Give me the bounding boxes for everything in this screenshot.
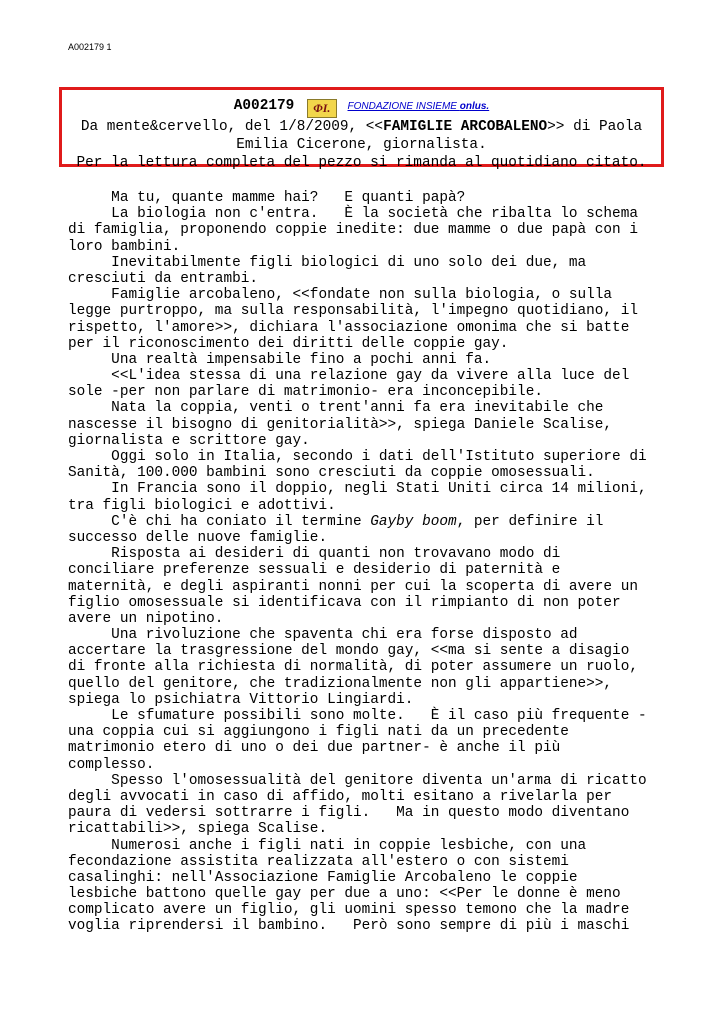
document-header-box (59, 87, 664, 171)
article-line: spiega lo psichiatra Vittorio Lingiardi. (68, 691, 414, 708)
article-line: per il riconoscimento dei diritti delle coppie gay. (68, 335, 509, 352)
article-line: Le sfumature possibili sono molte. È il caso più frequente - (68, 708, 647, 724)
article-line: figlio omosessuale si identificava con il rimpianto di non poter (68, 594, 621, 611)
article-line: successo delle nuove famiglie. (68, 529, 328, 546)
article-line: fecondazione assistita realizzata all'estero o con sistemi (68, 853, 569, 870)
foundation-name: FONDAZIONE INSIEME (347, 101, 460, 112)
article-line: Famiglie arcobaleno, <<fondate non sulla biologia, o sulla (68, 287, 613, 304)
article-line: In Francia sono il doppio, negli Stati Uniti circa 14 milioni, (68, 481, 647, 498)
article-line: quello del genitore, che tradizionalmente non gli appartiene>>, (68, 675, 613, 692)
article-line: complicato avere un figlio, gli uomini spesso temono che la madre (68, 902, 630, 919)
article-title: FAMIGLIE ARCOBALENO (383, 119, 548, 135)
article-line: di famiglia, proponendo coppie inedite: due mamme o due papà con i (68, 222, 638, 239)
foundation-suffix: onlus. (459, 101, 490, 112)
article-line: maternità, e degli aspiranti nonni per cui la scoperta di avere un (68, 578, 638, 595)
article-line: giornalista e scrittore gay. (68, 432, 310, 449)
article-line: Sanità, 100.000 bambini sono cresciuti da coppie omosessuali. (68, 465, 595, 482)
article-line: C'è chi ha coniato il termine Gayby boom, per definire il (68, 513, 604, 530)
header-source-line (62, 118, 661, 136)
article-line: avere un nipotino. (68, 610, 224, 627)
article-line: Nata la coppia, venti o trent'anni fa era inevitabile che (68, 400, 604, 417)
article-line: La biologia non c'entra. È la società che ribalta lo schema (68, 206, 638, 223)
article-line: nascesse il bisogno di genitorialità>>, spiega Daniele Scalise, (68, 416, 613, 433)
article-line: ricattabili>>, spiega Scalise. (68, 821, 328, 838)
article-line: paura di vedersi sottrarre i figli. Ma in questo modo diventano (68, 805, 630, 822)
article-body (68, 190, 668, 935)
article-line: <<L'idea stessa di una relazione gay da vivere alla luce del (68, 368, 630, 385)
article-line: rispetto, l'amore>>, dichiara l'associazione omonima che si batte (68, 319, 630, 336)
article-line: cresciuti da entrambi. (68, 270, 258, 287)
article-line: lesbiche battono quelle gay per due a uno: <<Per le donne è meno (68, 886, 621, 903)
article-line: sole -per non parlare di matrimonio- era inconcepibile. (68, 384, 543, 401)
foundation-logo-icon: ΦI. (307, 99, 337, 118)
article-line: casalinghi: nell'Associazione Famiglie Arcobaleno le coppie (68, 869, 578, 886)
article-line: loro bambini. (68, 238, 181, 255)
article-line: Una rivoluzione che spaventa chi era forse disposto ad (68, 627, 578, 644)
article-line: Ma tu, quante mamme hai? E quanti papà? (68, 190, 466, 206)
article-line: Numerosi anche i figli nati in coppie lesbiche, con una (68, 837, 587, 854)
article-line: accertare la trasgressione del mondo gay, <<ma si sente a disagio (68, 643, 630, 660)
article-line: Spesso l'omosessualità del genitore diventa un'arma di ricatto (68, 772, 647, 789)
article-line: di fronte alla richiesta di normalità, di poter assumere un ruolo, (68, 659, 638, 676)
article-line: degli avvocati in caso di affido, molti esitano a rivelarla per (68, 788, 613, 805)
header-note-line: Per la lettura completa del pezzo si rimanda al quotidiano citato. (76, 155, 647, 171)
source-suffix: >> di Paola (547, 119, 643, 135)
foundation-link[interactable] (348, 101, 490, 112)
article-line: voglia riprendersi il bambino. Però sono sempre di più i maschi (68, 918, 630, 935)
header-title-line (62, 97, 661, 118)
article-line: Inevitabilmente figli biologici di uno solo dei due, ma (68, 254, 587, 271)
article-line: matrimonio etero di uno o dei due partner- è anche il più (68, 740, 561, 757)
article-line: Risposta ai desideri di quanti non trovavano modo di (68, 546, 561, 563)
article-line: tra figli biologici e adottivi. (68, 497, 336, 514)
article-line: Una realtà impensabile fino a pochi anni fa. (68, 351, 492, 368)
article-line: conciliare preferenze sessuali e desiderio di paternità e (68, 562, 561, 579)
article-line: legge purtroppo, ma sulla responsabilità, l'impegno quotidiano, il (68, 303, 638, 320)
source-prefix: Da mente&cervello, del 1/8/2009, << (80, 119, 384, 135)
header-author-line: Emilia Cicerone, giornalista. (236, 137, 487, 153)
article-line: una coppia cui si aggiungono i figli nati da un precedente (68, 724, 569, 741)
article-line: complesso. (68, 756, 155, 773)
page-identifier: A002179 1 (68, 42, 112, 52)
article-line: Oggi solo in Italia, secondo i dati dell'Istituto superiore di (68, 449, 647, 465)
document-code: A002179 (233, 98, 295, 114)
